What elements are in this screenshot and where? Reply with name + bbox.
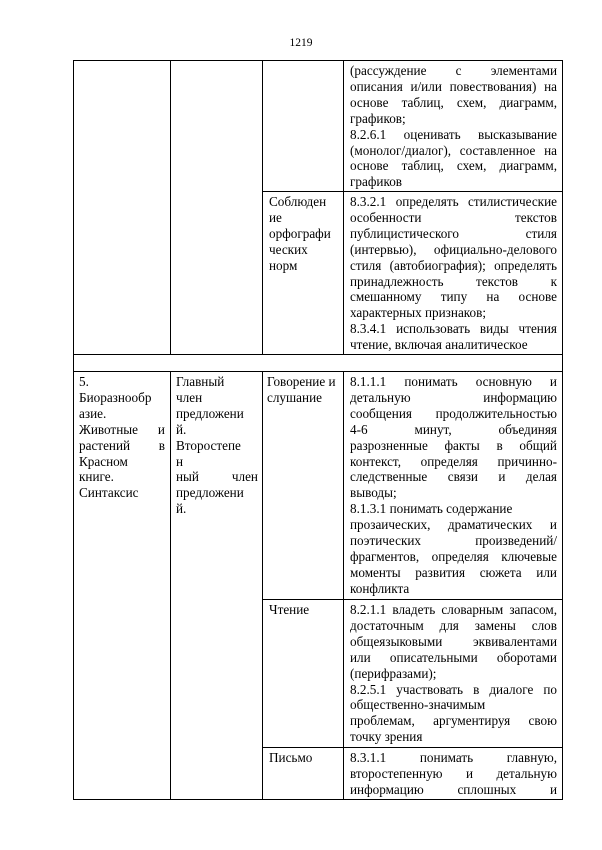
- theme-line: Биоразнообр: [79, 389, 152, 405]
- skill-line: поэтических произведений/: [350, 533, 557, 549]
- theme-line: азие.: [79, 405, 107, 421]
- aspect-cell-r2: [269, 194, 341, 274]
- skill-line: или описательными оборотами: [350, 649, 557, 665]
- skill-line: выводы;: [350, 485, 397, 501]
- skill-line: 8.3.2.1 определять стилистические: [350, 194, 557, 209]
- aspect-line: Письмо: [269, 750, 313, 765]
- skill-line: достаточным для замены слов: [350, 617, 557, 633]
- grammar-line: й.: [176, 421, 187, 437]
- theme-line: книге.: [79, 469, 114, 485]
- aspect-line: Говорение и: [267, 374, 336, 389]
- skills-cell-r5: [350, 750, 557, 798]
- grammar-line: н: [176, 453, 184, 469]
- aspect-line: Чтение: [269, 602, 310, 617]
- grammar-line: предложени: [176, 485, 244, 501]
- skill-line: проблемам, аргументируя свою: [350, 713, 557, 729]
- row-divider: [73, 371, 563, 372]
- skill-line: (рассуждение с элементами: [350, 63, 557, 78]
- skill-line: разрозненные факты в общий: [350, 437, 557, 453]
- skill-line: 8.2.6.1 оценивать высказывание: [350, 126, 557, 142]
- theme-cell-r3: [79, 374, 165, 501]
- theme-line: растений в: [79, 437, 165, 453]
- column-divider: [262, 371, 263, 800]
- skill-line: (интервью), официально-делового: [350, 241, 557, 257]
- skill-line: публицистического стиля: [350, 225, 557, 241]
- grammar-line: Главный: [176, 374, 225, 389]
- column-divider: [170, 371, 171, 800]
- column-divider: [343, 60, 344, 355]
- skill-line: общественно-значимым: [350, 697, 486, 713]
- skill-line: основе таблиц, схем, диаграмм,: [350, 158, 557, 174]
- aspect-line: орфографи: [269, 225, 331, 241]
- skill-line: особенности текстов: [350, 209, 557, 225]
- column-divider: [343, 371, 344, 800]
- aspect-cell-r5: [269, 750, 341, 766]
- grammar-line: Второстепе: [176, 437, 241, 453]
- grammar-line: предложени: [176, 405, 244, 421]
- skill-line: прозаических, драматических и: [350, 517, 557, 533]
- skill-line: смешанному типу на основе: [350, 289, 557, 305]
- column-divider: [170, 60, 171, 355]
- skills-cell-r1: [350, 63, 557, 190]
- row-divider: [262, 599, 563, 600]
- aspect-cell-r4: [269, 602, 341, 618]
- skill-line: принадлежность текстов к: [350, 273, 557, 289]
- skill-line: характерных признаков;: [350, 305, 487, 321]
- column-divider: [262, 60, 263, 355]
- skill-line: 8.2.1.1 владеть словарным запасом,: [350, 602, 557, 617]
- theme-line: 5.: [79, 374, 89, 389]
- skill-line: чтение, включая аналитическое: [350, 337, 528, 353]
- table-border-bottom: [73, 799, 563, 800]
- skill-line: точку зрения: [350, 729, 423, 745]
- skill-line: второстепенную и детальную: [350, 765, 557, 781]
- skills-cell-r3: [350, 374, 557, 597]
- skill-line: графиков: [350, 174, 403, 190]
- table-border-top: [73, 60, 563, 61]
- skill-line: (монолог/диалог), составленное на: [350, 142, 557, 158]
- skill-line: информацию сплошных и: [350, 781, 557, 797]
- theme-line: Красном: [79, 453, 128, 469]
- aspect-line: ие: [269, 209, 282, 225]
- skill-line: 8.1.1.1 понимать основную и: [350, 374, 557, 389]
- theme-line: Синтаксис: [79, 485, 139, 501]
- aspect-line: ческих: [269, 241, 308, 257]
- row-divider: [262, 747, 563, 748]
- skills-cell-r2: [350, 194, 557, 353]
- skill-line: описания и/или повествования) на: [350, 78, 557, 94]
- skill-line: стиля (автобиография); определять: [350, 257, 557, 273]
- skill-line: общеязыковыми эквивалентами: [350, 633, 557, 649]
- theme-line: Животные и: [79, 421, 165, 437]
- aspect-cell-r3: [262, 374, 347, 406]
- skill-line: контекст, определяя причинно-: [350, 453, 557, 469]
- skill-line: графиков;: [350, 110, 406, 126]
- skill-line: 4-6 минут, объединяя: [350, 421, 557, 437]
- aspect-line: норм: [269, 257, 298, 273]
- skill-line: фрагментов, определяя ключевые: [350, 548, 557, 564]
- curriculum-table: [73, 60, 563, 800]
- skill-line: моменты развития сюжета или: [350, 564, 557, 580]
- grammar-line: ный член: [176, 469, 258, 485]
- row-divider: [262, 191, 563, 192]
- skills-cell-r4: [350, 602, 557, 745]
- aspect-line: Соблюден: [269, 194, 327, 209]
- grammar-cell-r3: [176, 374, 258, 517]
- table-border-right: [562, 60, 563, 800]
- aspect-line: слушание: [267, 389, 323, 405]
- row-divider: [73, 354, 563, 355]
- skill-line: конфликта: [350, 580, 410, 596]
- skill-line: (перифразами);: [350, 665, 437, 681]
- skill-line: 8.1.3.1 понимать содержание: [350, 501, 513, 517]
- skill-line: следственные связи и делая: [350, 469, 557, 485]
- grammar-line: член: [176, 389, 203, 405]
- skill-line: 8.2.5.1 участвовать в диалоге по: [350, 681, 557, 697]
- page-number: 1219: [289, 37, 313, 49]
- skill-line: сообщения продолжительностью: [350, 405, 557, 421]
- skill-line: основе таблиц, схем, диаграмм,: [350, 94, 557, 110]
- skill-line: 8.3.4.1 использовать виды чтения: [350, 321, 557, 337]
- skill-line: детальную информацию: [350, 389, 557, 405]
- skill-line: 8.3.1.1 понимать главную,: [350, 750, 557, 765]
- table-border-left: [73, 60, 74, 800]
- grammar-line: й.: [176, 501, 187, 517]
